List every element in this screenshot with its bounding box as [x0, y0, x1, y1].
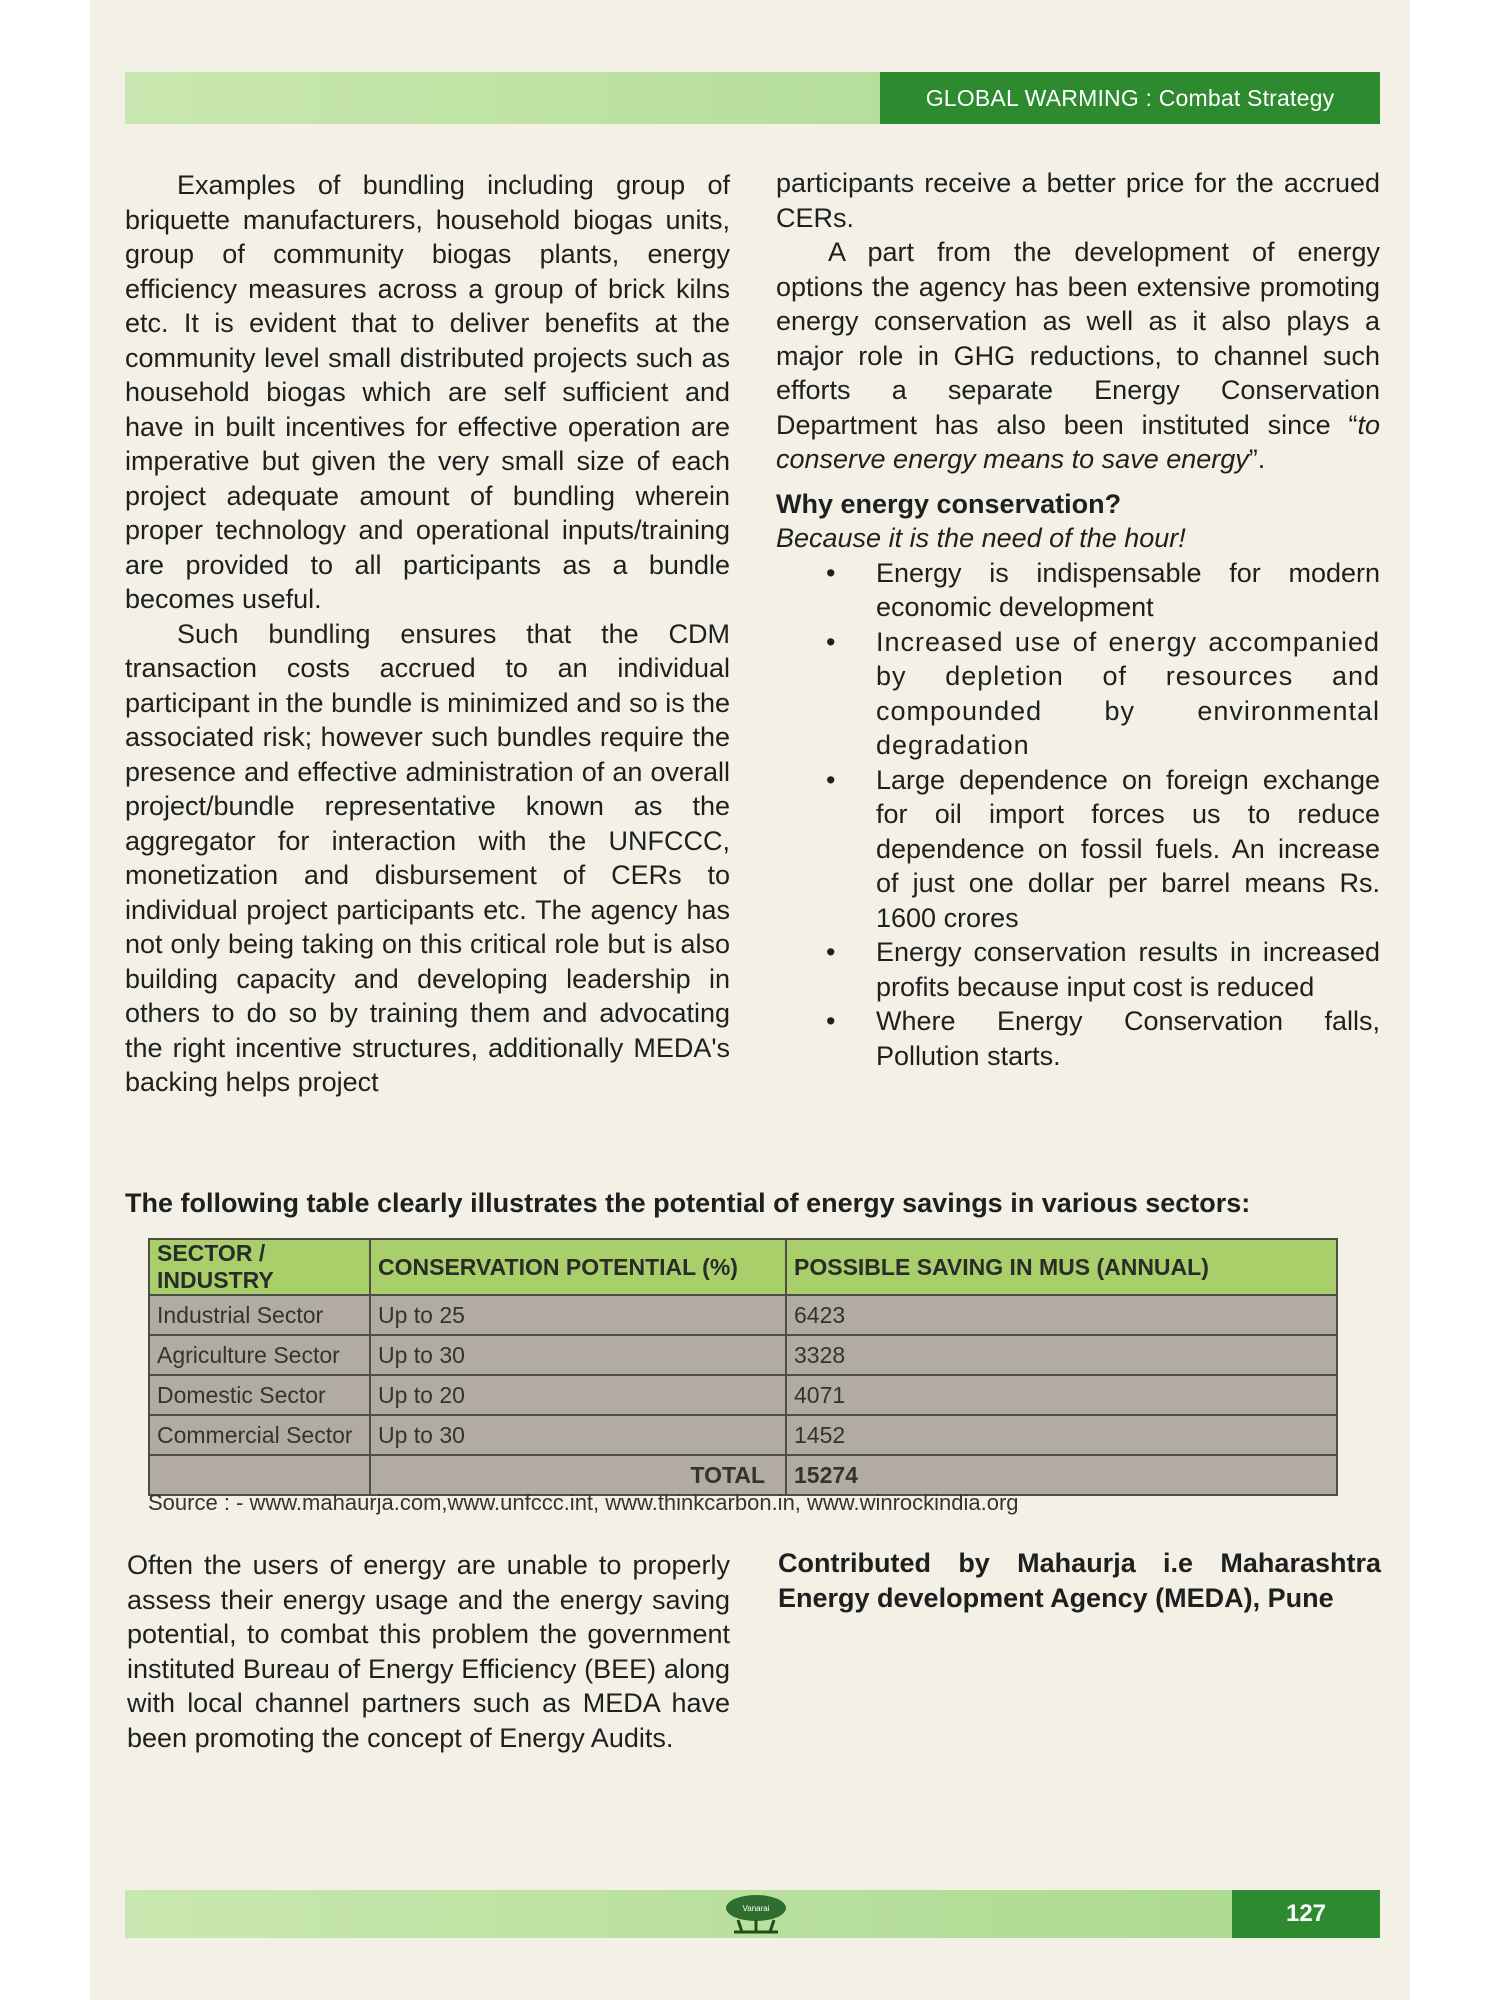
column-header-sector: SECTOR / INDUSTRY — [149, 1239, 370, 1295]
table-total-row — [149, 1455, 1337, 1495]
energy-conservation-quote-end: ”. — [1248, 444, 1266, 474]
column-header-saving: POSSIBLE SAVING IN MUS (ANNUAL) — [786, 1239, 1337, 1295]
footer-bar — [125, 1890, 1380, 1938]
list-item: • Increased use of energy accompanied by depletion of resources and compounded by environmental degradation — [876, 625, 1380, 763]
table-cell: Up to 30 — [370, 1335, 786, 1375]
energy-conservation-quote: to conserve energy means to save energy — [776, 409, 1380, 474]
table-cell: 1452 — [786, 1415, 1337, 1455]
list-item: • Where Energy Conservation falls, Pollution starts. — [876, 1004, 1380, 1073]
table-heading: The following table clearly illustrates the potential of energy savings in various sectors: — [125, 1188, 1251, 1218]
list-item: • Energy is indispensable for modern economic development — [876, 556, 1380, 625]
energy-savings-table — [148, 1238, 1338, 1496]
table-row — [149, 1415, 1337, 1455]
list-item: • Energy conservation results in increased profits because input cost is reduced — [876, 935, 1380, 1004]
table-cell: Up to 30 — [370, 1415, 786, 1455]
right-column — [776, 166, 1380, 1073]
table-cell: Up to 25 — [370, 1295, 786, 1335]
list-item: • Large dependence on foreign exchange for oil import forces us to reduce dependence on fossil fuels. An increase of just one dollar per barrel means Rs. 1600 crores — [876, 763, 1380, 936]
contributor-credit: Contributed by Mahaurja i.e Maharashtra Energy development Agency (MEDA), Pune — [778, 1548, 1381, 1613]
vanarai-tree-logo-icon — [720, 1892, 792, 1936]
paragraph-cers-price: participants receive a better price for the accrued CERs. — [776, 168, 1380, 233]
table-cell: 3328 — [786, 1335, 1337, 1375]
header-bar — [125, 72, 1380, 124]
paragraph-bundling-examples: Examples of bundling including group of briquette manufacturers, household biogas units, group of community biogas plants, energy efficiency measures across a group of brick kilns etc. It is evident that to deliver benefits at the community level small distributed projects such as household biogas which are self sufficient and have in built incentives for effective operation are imperative but given the very small size of each project adequate amount of bundling wherein proper technology and operational inputs/training are provided to all participants as a bundle becomes useful. — [125, 170, 730, 614]
table-source: Source : - www.mahaurja.com,www.unfccc.int, www.thinkcarbon.in, www.winrockindia.org — [148, 1490, 1019, 1515]
total-label: TOTAL — [370, 1455, 786, 1495]
table-cell: Domestic Sector — [149, 1375, 370, 1415]
table-row — [149, 1335, 1337, 1375]
running-header-title: GLOBAL WARMING : Combat Strategy — [880, 72, 1380, 124]
conservation-reasons-list — [776, 556, 1380, 1074]
table-row — [149, 1375, 1337, 1415]
left-column — [125, 168, 730, 1100]
logo-text: Vanarai — [742, 1904, 770, 1913]
need-of-the-hour-subheading: Because it is the need of the hour! — [776, 523, 1186, 553]
table-cell: 4071 — [786, 1375, 1337, 1415]
table-row — [149, 1295, 1337, 1335]
column-header-potential: CONSERVATION POTENTIAL (%) — [370, 1239, 786, 1295]
total-value: 15274 — [786, 1455, 1337, 1495]
table-header-row — [149, 1239, 1337, 1295]
why-energy-conservation-heading: Why energy conservation? — [776, 488, 1122, 519]
energy-conservation-text: A part from the development of energy options the agency has been extensive promoting energy conservation as well as it also plays a major role in GHG reductions, to channel such efforts a separate Energy Conservation Department has also been instituted since “ — [776, 237, 1380, 440]
table-cell: Industrial Sector — [149, 1295, 370, 1335]
table-cell: Up to 20 — [370, 1375, 786, 1415]
page-number: 127 — [1232, 1890, 1380, 1938]
paragraph-energy-conservation — [776, 235, 1380, 477]
paragraph-energy-audits: Often the users of energy are unable to properly assess their energy usage and the energy saving potential, to combat this problem the government instituted Bureau of Energy Efficiency (BEE) along with local channel partners such as MEDA have been promoting the concept of Energy Audits. — [127, 1550, 730, 1753]
paragraph-bundling-costs: Such bundling ensures that the CDM transaction costs accrued to an individual participant in the bundle is minimized and so is the associated risk; however such bundles require the presence and effective administration of an overall project/bundle representative known as the aggregator for interaction with the UNFCCC, monetization and disbursement of CERs to individual project participants etc. The agency has not only being taking on this critical role but is also building capacity and developing leadership in others to do so by training them and advocating the right incentive structures, additionally MEDA's backing helps project — [125, 618, 730, 1097]
table-cell: Commercial Sector — [149, 1415, 370, 1455]
table-cell: Agriculture Sector — [149, 1335, 370, 1375]
table-cell: 6423 — [786, 1295, 1337, 1335]
table-cell-empty — [149, 1455, 370, 1495]
